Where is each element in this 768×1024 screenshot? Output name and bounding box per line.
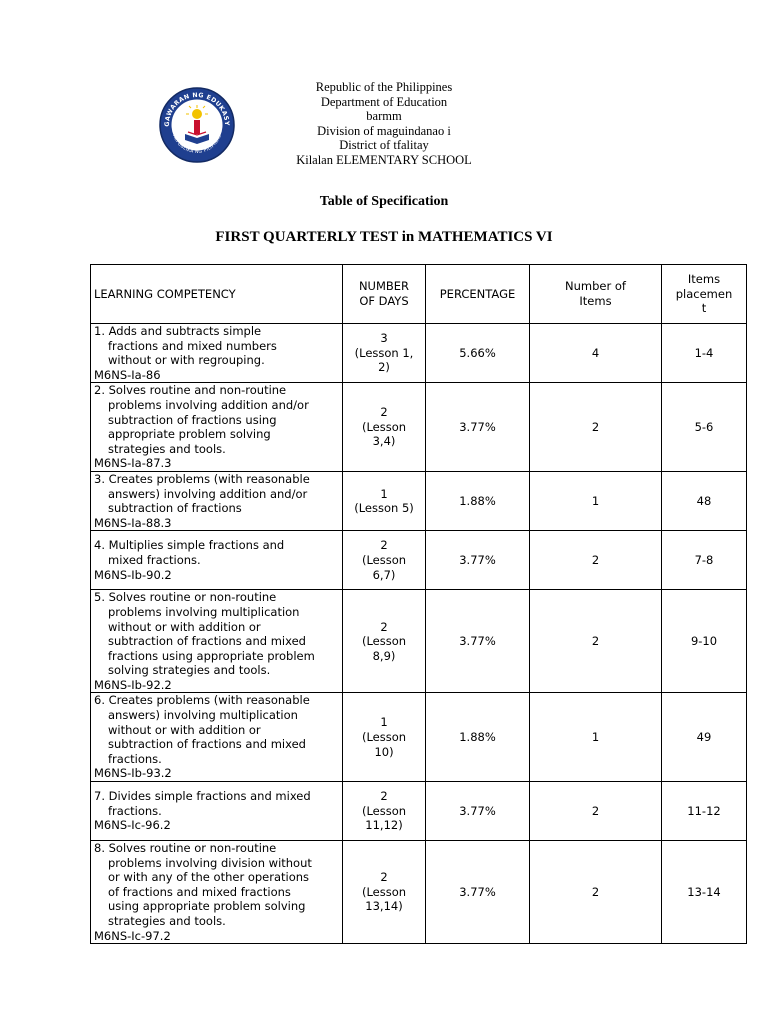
items-count-cell: 2 — [530, 841, 662, 944]
competency-text-line: 4. Multiplies simple fractions and — [94, 538, 285, 553]
days-cell — [343, 590, 426, 693]
deped-seal-logo — [158, 86, 236, 164]
days-cell — [343, 841, 426, 944]
percentage-cell: 3.77% — [426, 782, 530, 841]
header-line-division: Division of maguindanao i — [317, 123, 451, 138]
header-percentage: PERCENTAGE — [426, 265, 530, 324]
competency-code: M6NS-Ia-87.3 — [94, 456, 172, 471]
competency-text-line: using appropriate problem solving — [108, 899, 306, 914]
days-line: (Lesson — [361, 729, 407, 744]
competency-text-line: 8. Solves routine or non-routine — [94, 841, 277, 856]
items-count-cell: 2 — [530, 383, 662, 472]
seal-bottom-text: REPUBLIKA NG PILIPINAS — [171, 134, 223, 156]
table-row — [91, 590, 747, 693]
header-items-line: Items — [579, 294, 612, 308]
header-placement-line: placemen — [675, 286, 733, 301]
header-items-placement — [662, 265, 747, 324]
days-line: 8,9) — [372, 648, 396, 663]
competency-cell — [91, 471, 343, 530]
table-row — [91, 383, 747, 472]
header-learning-competency: LEARNING COMPETENCY — [91, 265, 343, 324]
competency-text-line: 6. Creates problems (with reasonable — [94, 693, 310, 708]
items-placement-cell: 48 — [662, 471, 747, 530]
competency-cell — [91, 841, 343, 944]
competency-text-line: 2. Solves routine and non-routine — [94, 383, 287, 398]
specification-table — [90, 264, 747, 944]
items-placement-cell: 7-8 — [662, 531, 747, 590]
header-placement-line: Items — [687, 272, 721, 287]
competency-text-line: without or with addition or — [108, 722, 261, 737]
days-line: 10) — [374, 744, 394, 759]
items-count-cell: 1 — [530, 471, 662, 530]
competency-text-line: strategies and tools. — [108, 441, 226, 456]
competency-code: M6NS-Ic-97.2 — [94, 928, 171, 943]
days-line: 2) — [378, 360, 390, 375]
competency-text-line: mixed fractions. — [108, 553, 201, 568]
competency-code: M6NS-Ib-90.2 — [94, 567, 172, 582]
header-placement-line: t — [701, 301, 707, 316]
percentage-cell: 1.88% — [426, 471, 530, 530]
competency-text-line: fractions using appropriate problem — [108, 648, 315, 663]
competency-code: M6NS-Ia-86 — [94, 367, 161, 382]
days-cell — [343, 471, 426, 530]
competency-text-line: problems involving addition and/or — [108, 397, 309, 412]
days-line: 2 — [380, 619, 388, 634]
days-line: 11,12) — [365, 818, 403, 833]
days-line: 2 — [380, 789, 388, 804]
days-line: (Lesson 1, — [354, 345, 414, 360]
table-row — [91, 471, 747, 530]
days-line: 3,4) — [372, 434, 396, 449]
competency-text-line: of fractions and mixed fractions — [108, 884, 291, 899]
days-cell — [343, 324, 426, 383]
competency-text-line: 1. Adds and subtracts simple — [94, 324, 262, 338]
percentage-cell: 1.88% — [426, 693, 530, 782]
days-line: (Lesson — [361, 884, 407, 899]
deped-seal-icon — [158, 86, 236, 164]
competency-text-line: subtraction of fractions and mixed — [108, 634, 306, 649]
percentage-cell: 3.77% — [426, 590, 530, 693]
header-days-line: OF DAYS — [359, 294, 409, 308]
seal-top-text: GAWARAN NG EDUKASY — [163, 91, 231, 127]
days-line: (Lesson — [361, 803, 407, 818]
items-placement-cell: 49 — [662, 693, 747, 782]
header-line-republic: Republic of the Philippines — [315, 80, 453, 94]
items-placement-cell: 13-14 — [662, 841, 747, 944]
days-cell — [343, 782, 426, 841]
competency-code: M6NS-Ia-88.3 — [94, 515, 172, 530]
competency-code: M6NS-Ib-93.2 — [94, 766, 172, 781]
table-row — [91, 782, 747, 841]
competency-cell — [91, 383, 343, 472]
days-line: 6,7) — [372, 567, 396, 582]
competency-cell — [91, 324, 343, 383]
competency-text-line: without or with regrouping. — [108, 353, 265, 368]
percentage-cell: 3.77% — [426, 841, 530, 944]
table-row — [91, 841, 747, 944]
competency-text-line: problems involving multiplication — [108, 604, 300, 619]
competency-text-line: subtraction of fractions using — [108, 412, 277, 427]
header-line-department: Department of Education — [320, 94, 448, 109]
items-placement-cell: 1-4 — [662, 324, 747, 383]
days-line: (Lesson — [361, 634, 407, 649]
items-placement-cell: 9-10 — [662, 590, 747, 693]
competency-text-line: solving strategies and tools. — [108, 663, 271, 678]
competency-text-line: fractions. — [108, 803, 162, 818]
competency-text-line: answers) involving multiplication — [108, 708, 298, 723]
items-placement-cell: 5-6 — [662, 383, 747, 472]
items-count-cell: 2 — [530, 531, 662, 590]
competency-text-line: fractions and mixed numbers — [108, 338, 277, 353]
competency-text-line: subtraction of fractions — [108, 501, 242, 516]
header-number-of-items — [530, 265, 662, 324]
competency-cell — [91, 590, 343, 693]
days-cell — [343, 383, 426, 472]
header-days-line: NUMBER — [358, 279, 410, 294]
items-count-cell: 4 — [530, 324, 662, 383]
days-line: 1 — [380, 715, 388, 730]
competency-text-line: fractions. — [108, 751, 162, 766]
letterhead — [0, 80, 768, 167]
days-line: (Lesson — [361, 419, 407, 434]
percentage-cell: 3.77% — [426, 531, 530, 590]
days-line: 2 — [380, 405, 388, 420]
competency-code: M6NS-Ic-96.2 — [94, 818, 171, 833]
days-line: (Lesson — [361, 553, 407, 568]
header-number-of-days — [343, 265, 426, 324]
percentage-cell: 5.66% — [426, 324, 530, 383]
header-line-district: District of tfalitay — [339, 138, 429, 152]
days-line: (Lesson 5) — [354, 501, 414, 516]
competency-text-line: without or with addition or — [108, 619, 261, 634]
days-line: 2 — [380, 538, 388, 553]
days-line: 3 — [380, 331, 388, 346]
table-row — [91, 531, 747, 590]
competency-text-line: appropriate problem solving — [108, 427, 271, 442]
days-cell — [343, 693, 426, 782]
header-items-line: Number of — [565, 279, 626, 294]
items-count-cell: 2 — [530, 782, 662, 841]
items-count-cell: 1 — [530, 693, 662, 782]
days-cell — [343, 531, 426, 590]
competency-cell — [91, 531, 343, 590]
days-line: 13,14) — [365, 899, 403, 914]
competency-text-line: 5. Solves routine or non-routine — [94, 590, 277, 605]
test-subtitle: FIRST QUARTERLY TEST in MATHEMATICS VI — [215, 229, 553, 245]
competency-text-line: or with any of the other operations — [108, 870, 310, 885]
table-row — [91, 324, 747, 383]
competency-text-line: problems involving division without — [108, 855, 312, 870]
days-line: 1 — [380, 486, 388, 501]
competency-text-line: strategies and tools. — [108, 914, 226, 928]
percentage-cell: 3.77% — [426, 383, 530, 472]
competency-text-line: subtraction of fractions and mixed — [108, 737, 306, 752]
days-line: 2 — [380, 870, 388, 885]
table-row — [91, 693, 747, 782]
items-placement-cell: 11-12 — [662, 782, 747, 841]
table-header-row — [91, 265, 747, 324]
competency-text-line: 7. Divides simple fractions and mixed — [94, 789, 311, 804]
items-count-cell: 2 — [530, 590, 662, 693]
table-body — [91, 324, 747, 944]
header-line-school: Kilalan ELEMENTARY SCHOOL — [296, 152, 472, 167]
competency-cell — [91, 693, 343, 782]
competency-text-line: 3. Creates problems (with reasonable — [94, 471, 310, 486]
competency-cell — [91, 782, 343, 841]
competency-text-line: answers) involving addition and/or — [108, 486, 308, 501]
competency-code: M6NS-Ib-92.2 — [94, 677, 172, 692]
header-line-region: barmm — [366, 109, 402, 123]
document-title: Table of Specification — [319, 194, 449, 209]
